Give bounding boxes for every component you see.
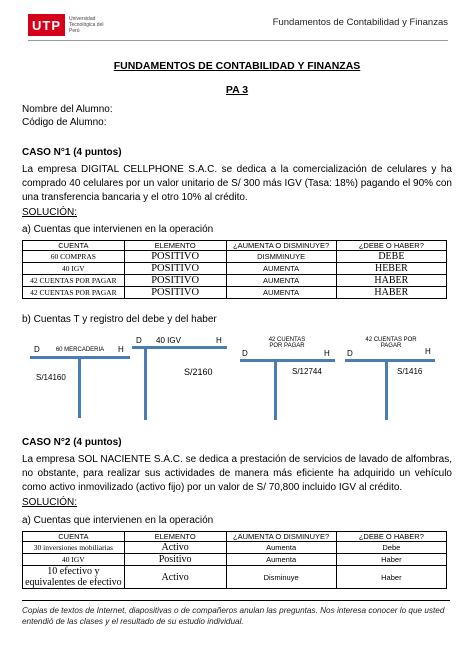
t-haber-value: S/1416 (397, 367, 423, 376)
cell-cuenta: 10 efectivo y equivalentes de efectivo (23, 566, 125, 589)
cell-cuenta: 60 COMPRAS (23, 251, 125, 263)
cell-cuenta: 30 inversiones mobiliarias (23, 542, 125, 554)
cell-cuenta: 42 CUENTAS POR PAGAR (23, 287, 125, 299)
student-name-label: Nombre del Alumno: (22, 104, 113, 115)
t-haber-value: S/2160 (184, 367, 213, 377)
t-haber-label: H (324, 349, 330, 358)
t-account-name: 40 IGV (156, 336, 181, 345)
caso2-heading: CASO N°2 (4 puntos) (22, 437, 122, 448)
cell-aumenta: AUMENTA (226, 263, 336, 275)
caso1-solucion: SOLUCIÓN: (22, 207, 78, 218)
cell-elemento: POSITIVO (124, 275, 226, 287)
cell-elemento: POSITIVO (124, 263, 226, 275)
table-row (23, 554, 447, 566)
student-code-label: Código de Alumno: (22, 117, 107, 128)
caso2-table (22, 531, 447, 589)
table-row (23, 287, 447, 299)
cell-aumenta: AUMENTA (226, 287, 336, 299)
cell-debe-haber: Haber (336, 554, 446, 566)
caso1-part-b: b) Cuentas T y registro del debe y del haber (22, 314, 217, 325)
caso1-heading: CASO N°1 (4 puntos) (22, 147, 122, 158)
cell-debe-haber: HABER (336, 275, 446, 287)
t-account-cxp-2 (345, 337, 445, 420)
cell-aumenta: Aumenta (226, 554, 336, 566)
page-subtitle: PA 3 (225, 84, 249, 96)
t-account-mercaderia (30, 340, 130, 420)
t-debe-label: D (136, 336, 142, 345)
cell-elemento: Activo (124, 566, 226, 589)
t-account-cxp-1 (240, 337, 335, 420)
cell-cuenta: 40 IGV (23, 554, 125, 566)
footer-note: Copias de textos de Internet, diapositivas o de compañeros anulan las preguntas. Nos interesa conocer lo que usted entendió de las clases y el resultado de su estudio individual. (22, 606, 445, 626)
t-debe-value: S/14160 (36, 373, 66, 382)
header-elemento: ELEMENTO (124, 532, 226, 542)
header-cuenta: CUENTA (23, 532, 125, 542)
t-account-name: 60 MERCADERIA (55, 347, 105, 353)
header-aumenta: ¿AUMENTA O DISMINUYE? (226, 241, 336, 251)
t-stem (385, 359, 388, 420)
table-row (23, 251, 447, 263)
t-stem (274, 359, 277, 420)
header-debe-haber: ¿DEBE O HABER? (336, 532, 446, 542)
cell-elemento: POSITIVO (124, 287, 226, 299)
t-stem (144, 346, 147, 420)
table-row (23, 263, 447, 275)
cell-debe-haber: Debe (336, 542, 446, 554)
t-debe-label: D (34, 345, 40, 354)
table-header-row (23, 532, 447, 542)
table-row (23, 566, 447, 589)
utp-logo (28, 14, 113, 36)
cell-cuenta: 40 IGV (23, 263, 125, 275)
footer-divider (22, 600, 450, 601)
t-haber-label: H (216, 336, 222, 345)
cell-debe-haber: HEBER (336, 263, 446, 275)
header-aumenta: ¿AUMENTA O DISMINUYE? (226, 532, 336, 542)
t-account-name: 42 CUENTAS POR PAGAR (365, 337, 417, 349)
table-header-row (23, 241, 447, 251)
caso2-text: La empresa SOL NACIENTE S.A.C. se dedica a prestación de servicios de lavado de alfombras, no obstante, para realizar sus actividades de manera más eficiente ha adquirido un vehículo como activo inmovilizado (activo fijo) por un valor de S/ 70,800 incluido IGV al crédito. (22, 454, 452, 493)
cell-debe-haber: DEBE (336, 251, 446, 263)
header-debe-haber: ¿DEBE O HABER? (336, 241, 446, 251)
caso2-solucion: SOLUCIÓN: (22, 497, 78, 508)
cell-elemento: POSITIVO (124, 251, 226, 263)
t-haber-label: H (425, 347, 431, 356)
t-haber-value: S/12744 (292, 367, 322, 376)
cell-aumenta: Aumenta (226, 542, 336, 554)
course-header: Fundamentos de Contabilidad y Finanzas (272, 17, 448, 28)
cell-elemento: Activo (124, 542, 226, 554)
t-bar (240, 359, 335, 362)
header-elemento: ELEMENTO (124, 241, 226, 251)
header-cuenta: CUENTA (23, 241, 125, 251)
t-bar (345, 359, 435, 362)
t-account-igv (132, 334, 227, 420)
cell-cuenta: 42 CUENTAS POR PAGAR (23, 275, 125, 287)
caso1-table (22, 240, 447, 299)
caso1-part-a: a) Cuentas que intervienen en la operación (22, 224, 214, 235)
cell-aumenta: AUMENTA (226, 275, 336, 287)
logo-subtext: Universidad Tecnológica del Perú (69, 16, 104, 34)
t-debe-label: D (347, 349, 353, 358)
table-row (23, 542, 447, 554)
cell-elemento: Positivo (124, 554, 226, 566)
t-stem (78, 356, 81, 418)
table-row (23, 275, 447, 287)
cell-debe-haber: Haber (336, 566, 446, 589)
logo-mark (28, 14, 65, 36)
cell-aumenta: DISMMINUYE (226, 251, 336, 263)
header-divider (28, 40, 448, 41)
t-debe-label: D (242, 349, 248, 358)
caso1-text: La empresa DIGITAL CELLPHONE S.A.C. se dedica a la comercialización de celulares y ha comprado 40 celulares por un valor unitario de S/ 300 más IGV (Tasa: 18%) pagando el 90% con una transferencia bancaria y el otro 10% al crédito. (22, 164, 452, 203)
cell-aumenta: Disminuye (226, 566, 336, 589)
t-haber-label: H (118, 345, 124, 354)
page-title: FUNDAMENTOS DE CONTABILIDAD Y FINANZAS (113, 60, 361, 72)
t-account-name: 42 CUENTAS POR PAGAR (268, 337, 306, 349)
cell-debe-haber: HABER (336, 287, 446, 299)
logo-letters: UTP (32, 17, 61, 33)
caso2-part-a: a) Cuentas que intervienen en la operación (22, 515, 214, 526)
